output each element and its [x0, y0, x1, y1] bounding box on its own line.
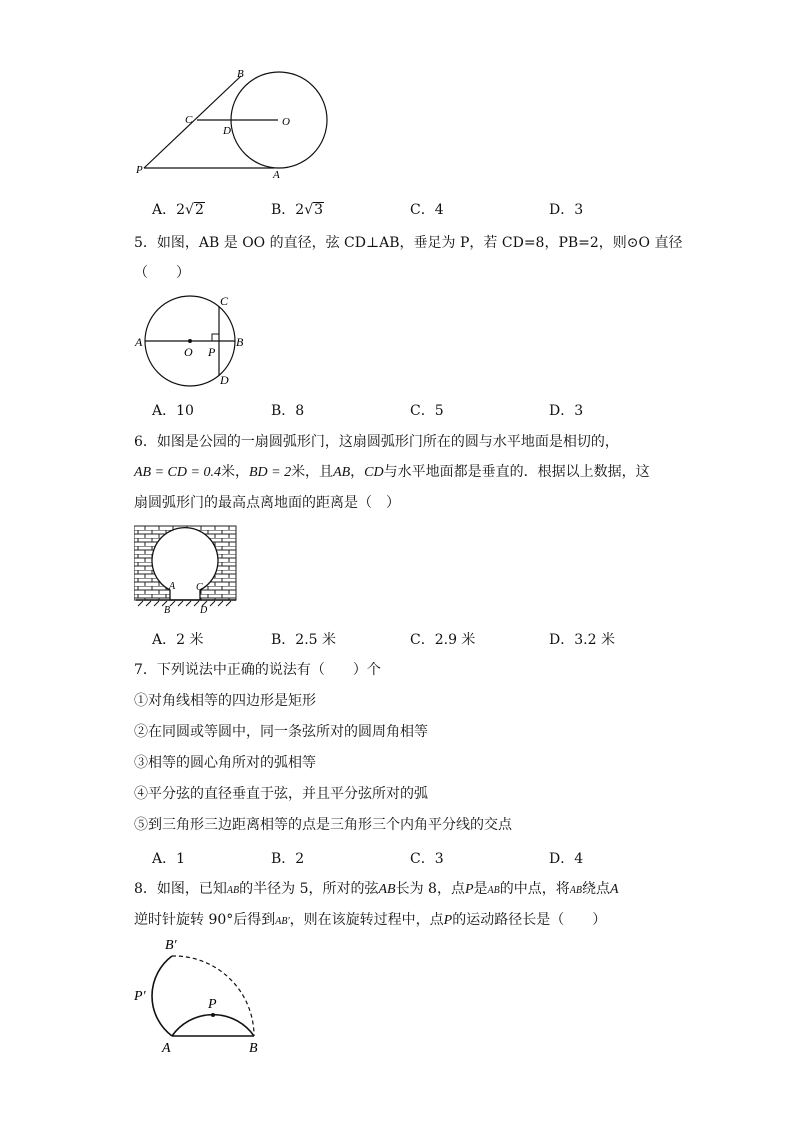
q6-unit1: 米， [220, 464, 249, 480]
q7-statement-2: ②在同圆或等圆中，同一条弦所对的圆周角相等 [134, 724, 428, 740]
q8-label-P: P [208, 997, 217, 1012]
q4-line-PB [144, 76, 241, 168]
q7-option-c[interactable] [410, 848, 444, 868]
q4-option-c-letter: C． [410, 202, 435, 218]
q5-option-c-text: 5 [434, 403, 444, 419]
q4-option-b-radicand: 3 [314, 202, 324, 218]
q7-option-d-text: 4 [574, 851, 584, 867]
q6-label-C: C [196, 582, 203, 593]
q6-option-a-letter: A． [152, 632, 177, 648]
q8-arc-ab-prime: AB′ [275, 916, 290, 927]
q4-label-A: A [273, 169, 280, 181]
q6-stem-line2 [134, 462, 650, 483]
q8-l1-a: 8．如图，已知 [134, 881, 227, 897]
q6-label-A: A [169, 581, 176, 592]
q5-stem-line1: 5．如图，AB 是 OO 的直径，弦 CD⊥AB，垂足为 P，若 CD=8，PB=2，则⊙O 直径 [134, 235, 683, 251]
q4-figure [130, 62, 340, 187]
q8-stem-line1 [134, 879, 619, 901]
q7-statement-3: ③相等的圆心角所对的弧相等 [134, 755, 316, 771]
q7-stem: 7．下列说法中正确的说法有（ ）个 [134, 662, 381, 678]
q7-statement-4: ④平分弦的直径垂直于弦，并且平分弦所对的弧 [134, 786, 428, 802]
q6-option-d-text: 3.2 米 [574, 632, 615, 648]
q8-l2-b: ，则在该旋转过程中，点 [289, 912, 444, 928]
q6-sep: ， [350, 464, 365, 480]
q8-rotated-arc-ab-prime [152, 956, 172, 1036]
q8-point-p-dot [211, 1013, 215, 1017]
q8-point-a: A [609, 882, 619, 897]
q5-option-a-letter: A． [152, 403, 177, 419]
q6-option-c-text: 2.9 米 [434, 632, 476, 648]
q8-label-B-prime: B′ [165, 938, 177, 953]
q8-l1-b: 的半径为 5，所对的弦 [239, 881, 379, 897]
q6-ground-hatching [138, 601, 231, 606]
q4-option-d[interactable] [549, 199, 583, 219]
q7-option-d[interactable] [549, 848, 583, 868]
q8-l2-c: 的运动路径长是（ ） [452, 912, 607, 928]
q5-option-d-text: 3 [574, 403, 584, 419]
q4-option-d-letter: D． [549, 202, 575, 218]
q4-option-a-letter: A． [152, 202, 177, 218]
q4-option-b[interactable] [271, 199, 324, 219]
q6-option-a[interactable] [152, 629, 203, 649]
q7-statement-1: ①对角线相等的四边形是矩形 [134, 693, 316, 709]
q8-l1-e: 的中点，将 [499, 881, 570, 897]
q7-option-b[interactable] [271, 848, 304, 868]
q6-option-b[interactable] [271, 629, 336, 649]
q8-l1-d: 是 [473, 881, 488, 897]
q5-center-dot [188, 339, 192, 343]
q6-option-b-text: 2.5 米 [295, 632, 337, 648]
q8-arc-ab-1: AB [226, 885, 240, 896]
q6-option-d-letter: D． [549, 632, 575, 648]
q6-rest: 与水平地面都是垂直的．根据以上数据，这 [383, 464, 650, 480]
q5-option-a-text: 10 [176, 403, 194, 419]
q8-arc-ab-2: AB [487, 885, 500, 896]
q7-option-a-text: 1 [176, 851, 186, 867]
q6-figure [134, 522, 238, 614]
q4-label-B: B [237, 68, 244, 80]
q5-option-a[interactable] [152, 400, 194, 420]
q4-option-b-letter: B． [271, 202, 296, 218]
q5-option-b-letter: B． [271, 403, 296, 419]
q6-eq-bd: BD = 2 [248, 465, 292, 480]
q5-stem-line2: （ ） [134, 265, 190, 281]
q6-label-B: B [164, 605, 171, 614]
q4-label-D: D [223, 125, 231, 137]
q4-option-a-prefix: 2 [176, 202, 186, 218]
q5-label-D: D [220, 373, 229, 387]
q7-option-a[interactable] [152, 848, 185, 868]
q7-option-a-letter: A． [152, 851, 177, 867]
q4-label-P: P [136, 164, 143, 176]
q6-stem-line3: 扇圆弧形门的最高点离地面的距离是（ ） [134, 495, 400, 511]
q5-option-d-letter: D． [549, 403, 575, 419]
q4-label-O: O [282, 116, 290, 128]
q8-figure [128, 932, 278, 1057]
q6-option-b-letter: B． [271, 632, 296, 648]
sqrt-icon: √ [185, 202, 194, 218]
q5-right-angle-mark [212, 334, 219, 341]
q6-ab: AB [333, 465, 351, 480]
q8-arc-ab [172, 1015, 254, 1036]
q8-arc-ab-3: AB [569, 885, 582, 896]
q5-option-d[interactable] [549, 400, 583, 420]
q5-label-C: C [220, 294, 229, 308]
q5-option-c[interactable] [410, 400, 444, 420]
q5-option-b[interactable] [271, 400, 304, 420]
q6-option-c[interactable] [410, 629, 475, 649]
q6-option-c-letter: C． [410, 632, 435, 648]
q8-label-P-prime: P′ [134, 989, 146, 1004]
q6-unit2: 米，且 [291, 464, 334, 480]
q7-option-d-letter: D． [549, 851, 575, 867]
q8-chord-ab: AB [378, 882, 396, 897]
q8-l2-a: 逆时针旋转 90°后得到 [134, 912, 276, 928]
q7-option-c-letter: C． [410, 851, 435, 867]
q4-option-c-text: 4 [434, 202, 444, 218]
q6-eq-ab-cd: AB = CD = 0.4 [134, 465, 221, 480]
q5-label-O: O [184, 345, 193, 359]
q5-option-b-text: 8 [295, 403, 305, 419]
q8-l1-f: 绕点 [581, 881, 610, 897]
q4-option-d-text: 3 [574, 202, 584, 218]
q5-label-P: P [208, 345, 216, 359]
q8-l1-c: 长为 8，点 [395, 881, 465, 897]
q7-option-c-text: 3 [434, 851, 444, 867]
q6-option-d[interactable] [549, 629, 615, 649]
q7-option-b-text: 2 [295, 851, 305, 867]
sqrt-icon: √ [304, 202, 314, 218]
q5-label-B: B [236, 335, 244, 349]
q4-option-c[interactable] [410, 199, 444, 219]
q4-option-a[interactable] [152, 199, 205, 219]
q6-cd: CD [364, 465, 384, 480]
q4-label-C: C [185, 114, 193, 126]
q8-point-p: P [464, 882, 474, 897]
q5-option-c-letter: C． [410, 403, 435, 419]
q5-figure [130, 290, 260, 390]
q6-stem-line1: 6．如图是公园的一扇圆弧形门，这扇圆弧形门所在的圆与水平地面是相切的， [134, 434, 619, 450]
q8-point-p-2: P [443, 913, 453, 928]
q6-label-D: D [200, 605, 208, 614]
q8-stem-line2 [134, 910, 606, 932]
q6-option-a-text: 2 米 [176, 632, 204, 648]
q4-option-a-radicand: 2 [194, 202, 204, 218]
q7-option-b-letter: B． [271, 851, 296, 867]
q7-statement-5: ⑤到三角形三边距离相等的点是三角形三个内角平分线的交点 [134, 817, 512, 833]
q4-option-b-prefix: 2 [295, 202, 305, 218]
q8-label-B: B [249, 1041, 258, 1056]
q8-label-A: A [162, 1041, 171, 1056]
q5-label-A: A [135, 335, 143, 349]
